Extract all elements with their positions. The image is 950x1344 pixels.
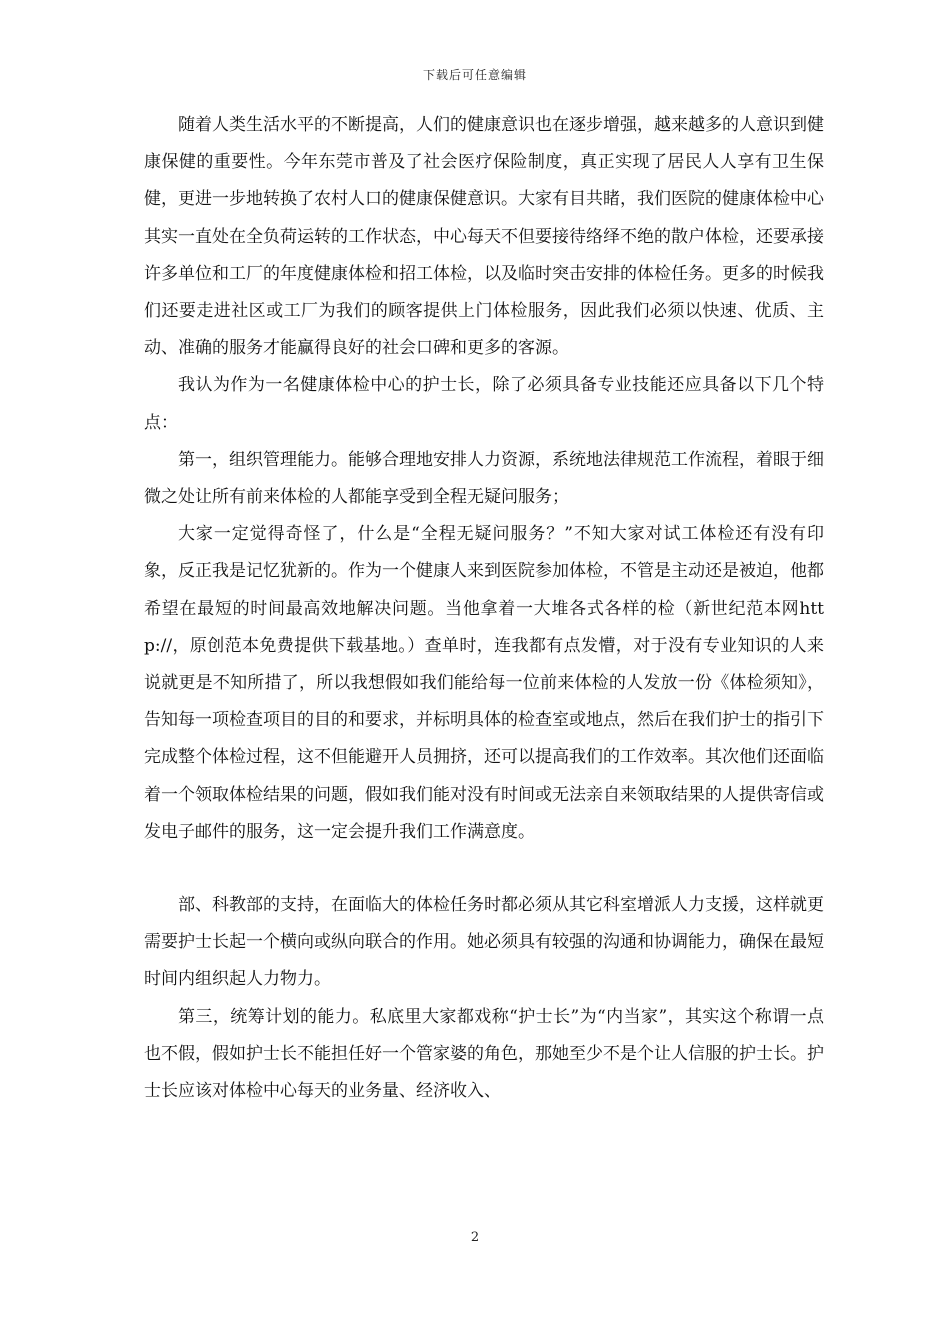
paragraph-third-point: 第三，统筹计划的能力。私底里大家都戏称“护士长”为“内当家”，其实这个称谓一点也不假，假如护士长不能担任好一个管家婆的角色，那她至少不是个让人信服的护士长。护士长应该对体检中心每天的业务量、经济收入、: [144, 1006, 824, 1102]
paragraph-first-point: 第一，组织管理能力。能够合理地安排人力资源，系统地法律规范工作流程，着眼于细微之处让所有前来体检的人都能享受到全程无疑问服务；: [144, 449, 824, 508]
paragraph-gap: [144, 851, 824, 887]
paragraph-second-point: 部、科教部的支持，在面临大的体检任务时都必须从其它科室增派人力支援，这样就更需要护士长起一个横向或纵向联合的作用。她必须具有较强的沟通和协调能力，确保在最短时间内组织起人力物力。: [144, 895, 824, 990]
paragraph-intro: 随着人类生活水平的不断提高，人们的健康意识也在逐步增强，越来越多的人意识到健康保健的重要性。今年东莞市普及了社会医疗保险制度，真正实现了居民人人享有卫生保健，更进一步地转换了农村人口的健康保健意识。大家有目共睹，我们医院的健康体检中心其实一直处在全负荷运转的工作状态，中心每天不但要接待络绎不绝的散户体检，还要承接许多单位和工厂的年度健康体检和招工体检，以及临时突击安排的体检任务。更多的时候我们还要走进社区或工厂为我们的顾客提供上门体检服务，因此我们必须以快速、优质、主动、准确的服务才能赢得良好的社会口碑和更多的客源。: [144, 115, 824, 359]
paragraph-first-detail: 大家一定觉得奇怪了，什么是“全程无疑问服务？”不知大家对试工体检还有没有印象，反正我是记忆犹新的。作为一个健康人来到医院参加体检，不管是主动还是被迫，他都希望在最短的时间最高效地解决问题。当他拿着一大堆各式各样的检（新世纪范本网http://，原创范本免费提供下载基地。）查单时，连我都有点发懵，对于没有专业知识的人来说就更是不知所措了，所以我想假如我们能给每一位前来体检的人发放一份《体检须知》，告知每一项检查项目的目的和要求，并标明具体的检查室或地点，然后在我们护士的指引下完成整个体检过程，这不但能避开人员拥挤，还可以提高我们的工作效率。其次他们还面临着一个领取体检结果的问题，假如我们能对没有时间或无法亲自来领取结果的人提供寄信或发电子邮件的服务，这一定会提升我们工作满意度。: [144, 524, 824, 842]
document-body: [144, 107, 824, 1110]
paragraph-qualities: 我认为作为一名健康体检中心的护士长，除了必须具备专业技能还应具备以下几个特点：: [144, 375, 824, 433]
page-header: 下载后可任意编辑: [422, 68, 527, 82]
page-number: 2: [470, 1230, 480, 1245]
